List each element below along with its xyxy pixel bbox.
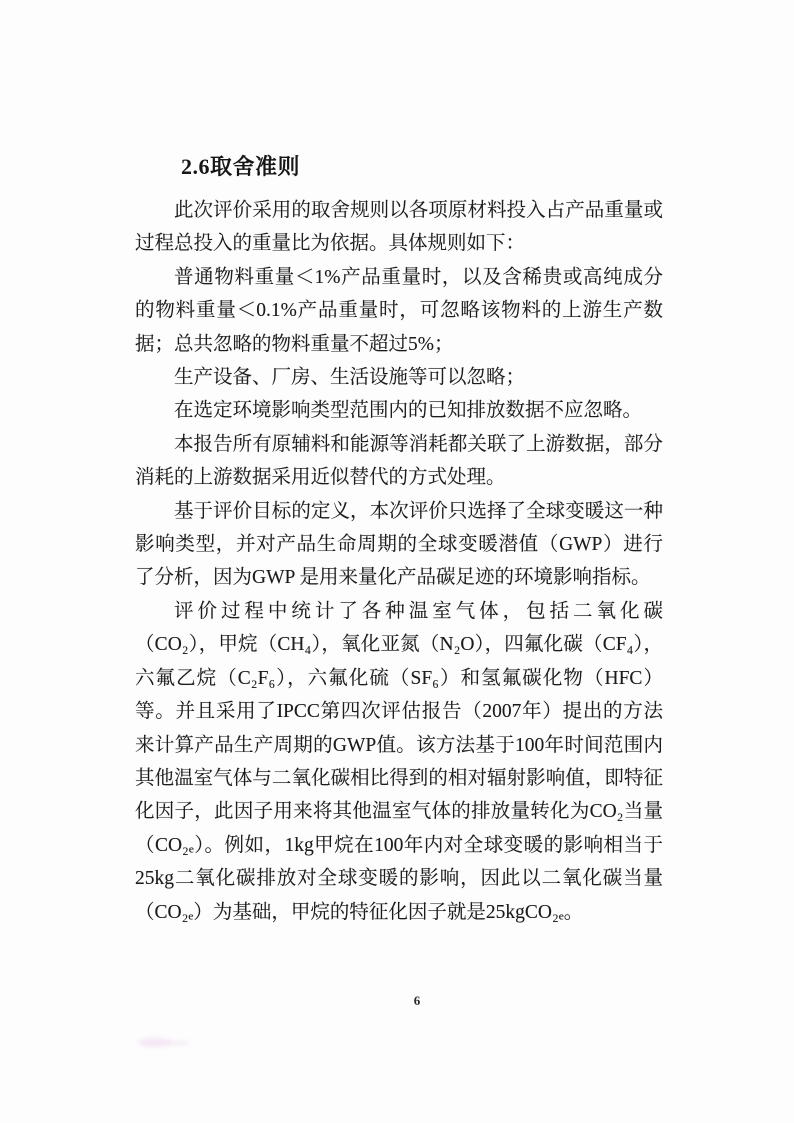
paragraph-cutoff-intro: 此次评价采用的取舍规则以各项原材料投入占产品重量或过程总投入的重量比为依据。具体规则如下： bbox=[135, 200, 663, 255]
paragraph-rule-equipment: 生产设备、厂房、生活设施等可以忽略； bbox=[174, 367, 526, 389]
paragraph-rule-weight-threshold: 普通物料重量＜1%产品重量时，以及含稀贵或高纯成分的物料重量＜0.1%产品重量时，可忽略该物料的上游生产数据；总共忽略的物料重量不超过5%； bbox=[135, 266, 663, 355]
document-body bbox=[135, 150, 663, 929]
paragraph-rule-known-emissions: 在选定环境影响类型范围内的已知排放数据不应忽略。 bbox=[174, 400, 643, 422]
paragraph-gwp-selection: 基于评价目标的定义，本次评价只选择了全球变暖这一种影响类型，并对产品生命周期的全球变暖潜值（GWP）进行了分析，因为GWP 是用来量化产品碳足迹的环境影响指标。 bbox=[135, 500, 663, 589]
page-number: 6 bbox=[413, 993, 421, 1008]
section-heading: 2.6取舍准则 bbox=[181, 154, 301, 179]
scan-artifact-smudge bbox=[138, 1038, 172, 1047]
scan-artifact-smudge-2 bbox=[168, 1040, 190, 1046]
paragraph-upstream-data: 本报告所有原辅料和能源等消耗都关联了上游数据，部分消耗的上游数据采用近似替代的方式处理。 bbox=[135, 433, 663, 489]
paragraph-greenhouse-gases: 评价过程中统计了各种温室气体，包括二氧化碳（CO₂），甲烷（CH₄），氧化亚氮（N₂O），四氟化碳（CF₄），六氟乙烷（C₂F₆），六氟化硫（SF₆）和氢氟碳化物（HFC）等。并且采用了IPCC第四次评估报告（2007年）提出的方法来计算产品生产周期的GWP值。该方法基于100年时间范围内其他温室气体与二氧化碳相比得到的相对辐射影响值，即特征化因子，此因子用来将其他温室气体的排放量转化为CO₂当量（CO₂ₑ）。例如，1kg甲烷在100年内对全球变暖的影响相当于25kg二氧化碳排放对全球变暖的影响，因此以二氧化碳当量（CO₂ₑ）为基础，甲烷的特征化因子就是25kgCO₂ₑ。 bbox=[135, 600, 663, 923]
